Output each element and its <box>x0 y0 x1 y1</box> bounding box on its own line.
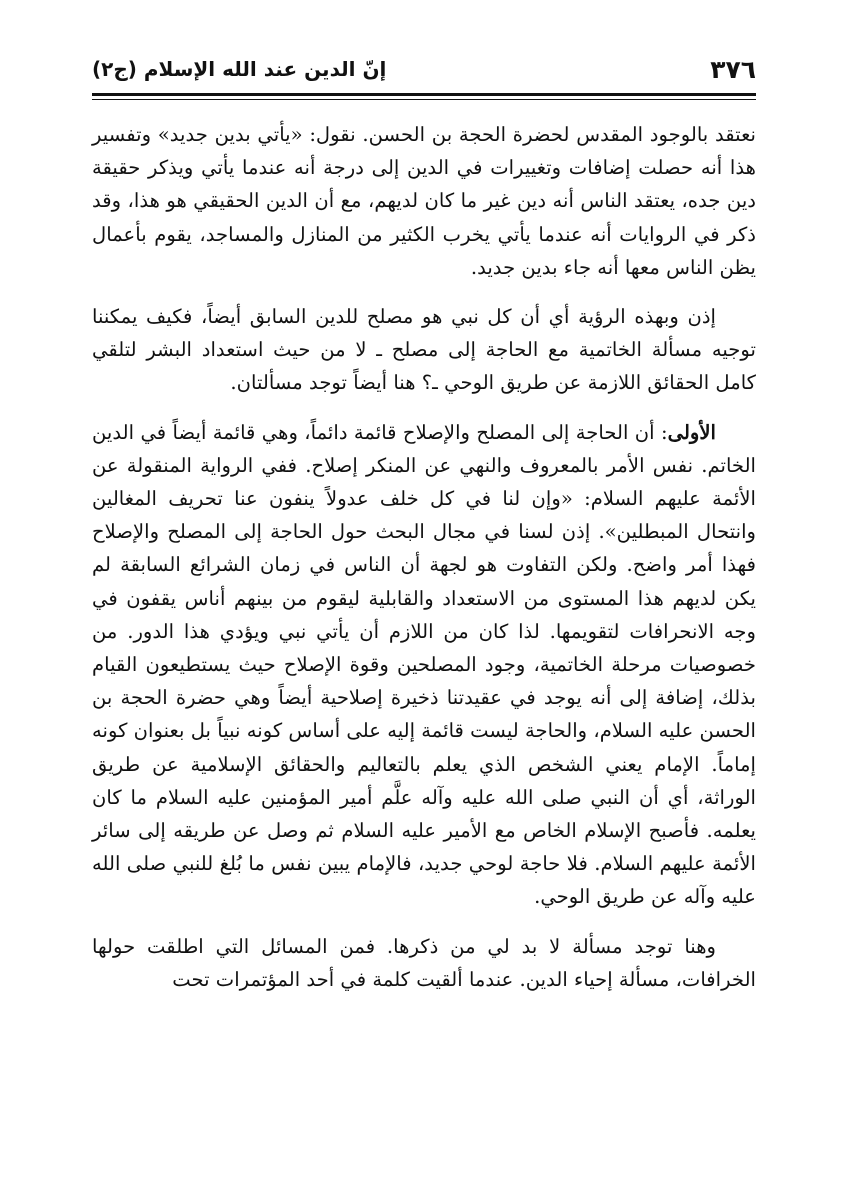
paragraph-1-text: نعتقد بالوجود المقدس لحضرة الحجة بن الحسن. نقول: «يأتي بدين جديد» وتفسير هذا أنه حصلت إضافات وتغييرات في الدين إلى درجة أنه عندما يأتي ويذكر حقيقة دين جده، يعتقد الناس أنه دين غير ما كان لديهم، مع أن الدين الحقيقي هو هذا، وقد ذكر في الروايات أنه عندما يأتي يخرب الكثير من المنازل والمساجد، يقوم بأعمال يظن الناس معها أنه جاء بدين جديد. <box>92 123 756 279</box>
paragraph-1 <box>92 118 756 284</box>
paragraph-4 <box>92 930 756 996</box>
page-number: ٣٧٦ <box>710 54 756 84</box>
running-title: إنّ الدين عند الله الإسلام (ج٢) <box>92 57 387 81</box>
paragraph-3 <box>92 416 756 914</box>
paragraph-3-lead: الأولى <box>667 420 716 444</box>
header-rule-thin <box>92 99 756 100</box>
header-rule-thick <box>92 93 756 96</box>
paragraph-2 <box>92 300 756 400</box>
paragraph-4-text: وهنا توجد مسألة لا بد لي من ذكرها. فمن المسائل التي اطلقت حولها الخرافات، مسألة إحياء الدين. عندما ألقيت كلمة في أحد المؤتمرات تحت <box>92 934 756 991</box>
page-header <box>92 46 756 92</box>
page-body <box>92 118 756 1012</box>
paragraph-3-text: : أن الحاجة إلى المصلح والإصلاح قائمة دائماً، وهي قائمة أيضاً في الدين الخاتم. نفس الأمر بالمعروف والنهي عن المنكر إصلاح. ففي الرواية المنقولة عن الأئمة عليهم السلام: «وإن لنا في كل خلف عدولاً ينفون عنا تحريف المغالين وانتحال المبطلين». إذن لسنا في مجال البحث حول الحاجة إلى المصلح والإصلاح فهذا أمر واضح. ولكن التفاوت هو لجهة أن الناس في زمان الشرائع السابقة لم يكن لديهم هذا المستوى من الاستعداد والقابلية ليقوم من بينهم أناس يقفون في وجه الانحرافات لتقويمها. لذا كان من اللازم أن يأتي نبي ويؤدي هذا الدور. من خصوصيات مرحلة الخاتمية، وجود المصلحين وقوة الإصلاح حيث يستطيعون القيام بذلك، إضافة إلى أنه يوجد في عقيدتنا ذخيرة إصلاحية أيضاً وهي حضرة الحجة بن الحسن عليه السلام، والحاجة ليست قائمة إليه على أساس كونه نبياً بل بعنوان كونه إماماً. الإمام يعني الشخص الذي يعلم بالتعاليم والحقائق الإسلامية عن طريق الوراثة، أي أن النبي صلى الله عليه وآله علَّم أمير المؤمنين عليه السلام ما كان يعلمه. فأصبح الإسلام الخاص مع الأمير عليه السلام ثم وصل عن طريقه إلى سائر الأئمة عليهم السلام. فلا حاجة لوحي جديد، فالإمام يبين نفس ما بُلغ للنبي صلى الله عليه وآله عن طريق الوحي. <box>92 420 756 909</box>
paragraph-2-text: إذن وبهذه الرؤية أي أن كل نبي هو مصلح للدين السابق أيضاً، فكيف يمكننا توجيه مسألة الخاتمية مع الحاجة إلى مصلح ـ لا من حيث استعداد البشر لتلقي كامل الحقائق اللازمة عن طريق الوحي ـ؟ هنا أيضاً توجد مسألتان. <box>92 305 756 395</box>
